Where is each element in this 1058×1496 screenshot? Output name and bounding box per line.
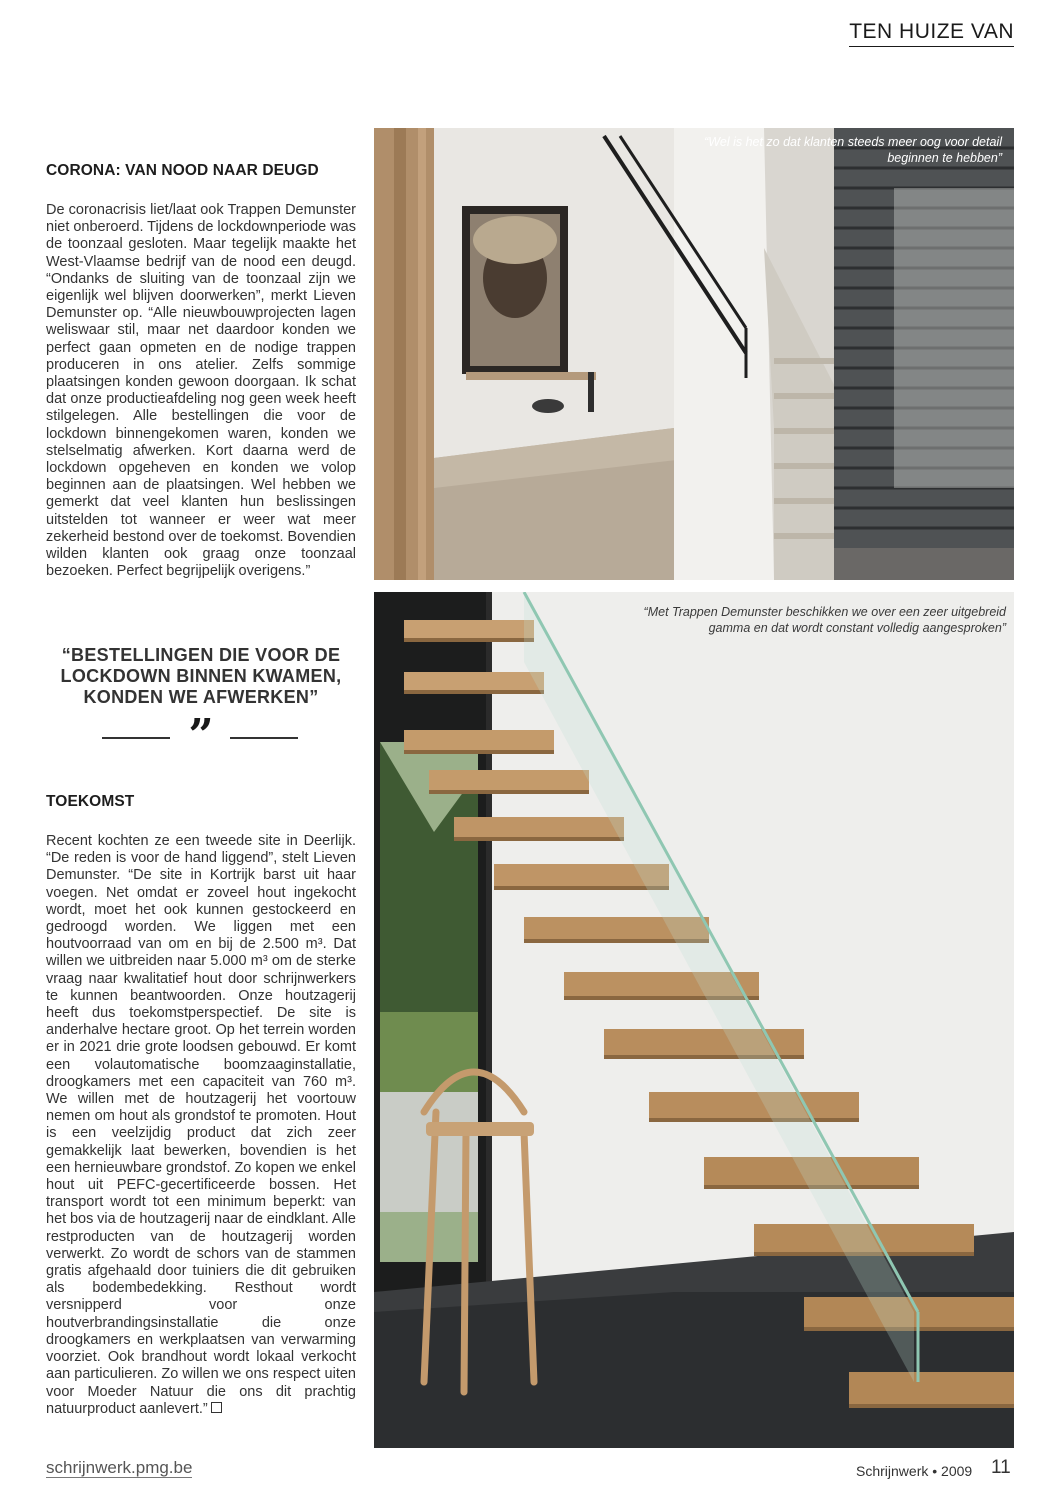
page-number: 11	[991, 1457, 1011, 1478]
section-body-container	[46, 833, 356, 1418]
photo-staircase-floating	[374, 592, 1014, 1448]
end-mark-icon	[211, 1402, 222, 1413]
section-heading: TOEKOMST	[46, 793, 135, 810]
photo-staircase-concrete	[374, 128, 1014, 580]
footer-magazine-issue: Schrijnwerk • 2009	[856, 1463, 973, 1479]
divider-line-left	[102, 737, 170, 739]
quote-mark-icon: ”	[188, 710, 214, 761]
pull-quote: “BESTELLINGEN DIE VOOR DE LOCKDOWN BINNEN KWAMEN, KONDEN WE AFWERKEN”	[60, 645, 342, 707]
section-tag: TEN HUIZE VAN	[849, 20, 1014, 47]
section-body: Recent kochten ze een tweede site in Deerlijk. “De reden is voor de hand liggend”, stelt Lieven Demunster. “De site in Kortrijk barst uit haar voegen. Net omdat er zoveel hout ingekocht wordt, moet het ook kunnen gestockeerd en gedroogd worden. We liggen met een houtvoorraad van om en bij de 2.500 m³. Dat willen we uitbreiden naar 5.000 m³ om de sterke vraag naar kwalitatief hout door schrijnwerkers te kunnen beantwoorden. Onze houtzagerij heeft dus toekomstperspectief. De site is anderhalve hectare groot. Op het terrein worden er in 2021 drie grote loodsen gebouwd. Er komt een volautomatische boomzaaginstallatie, droogkamers met een capaciteit van 760 m³. We willen met de houtzagerij het voortouw nemen om hout als grondstof te promoten. Hout is een veelzijdig product dat zich zeer gemakkelijk laat bewerken, bovendien is het een hernieuwbare grondstof. Zo kopen we enkel hout uit PEFC-gecertificeerde bossen. Het transport wordt tot een minimum beperkt: van het bos via de houtzagerij naar de eindklant. Alle restproducten van de houtzagerij worden verwerkt. Zo wordt de schors van de stammen gratis afgehaald door tuiniers die dit gebruiken als bodembedekking. Resthout wordt versnipperd voor onze houtverbrandingsinstallatie die onze droogkamers en werkplaatsen van verwarming voorziet. Ook brandhout wordt lokaal verkocht aan particulieren. Zo willen we ons respect uiten voor Moeder Natuur die ons dit prachtig natuurproduct aanlevert.”	[46, 833, 356, 1417]
photo-caption-top: “Wel is het zo dat klanten steeds meer oog voor detail beginnen te hebben”	[704, 135, 1002, 165]
article-section-corona	[46, 162, 356, 580]
photo-caption-bottom: “Met Trappen Demunster beschikken we over een zeer uitgebreid gamma en dat wordt constant volledig aangesproken”	[643, 605, 1006, 635]
section-heading: CORONA: VAN NOOD NAAR DEUGD	[46, 162, 319, 179]
divider-line-right	[230, 737, 298, 739]
article-section-toekomst	[46, 793, 356, 1418]
quote-divider	[102, 710, 298, 761]
footer-website-link[interactable]: schrijnwerk.pmg.be	[46, 1458, 193, 1477]
section-body: De coronacrisis liet/laat ook Trappen Demunster niet onberoerd. Tijdens de lockdownperiode was de toonzaal gesloten. Maar tegelijk maakte het West-Vlaamse bedrijf van de nood een deugd. “Ondanks de sluiting van de toonzaal zijn we eigenlijk wel blijven doorwerken”, merkt Lieven Demunster op. “Alle nieuwbouwprojecten lagen weliswaar stil, maar net daardoor konden we perfect gaan opmeten en de nodige trappen produceren in ons atelier. Zelfs sommige plaatsingen konden gewoon doorgaan. Ik schat dat onze productieafdeling nog geen week heeft stilgelegen. Alle bestellingen die voor de lockdown binnengekomen waren, konden we stelselmatig afwerken. Kort daarna werd de lockdown opgeheven en konden we volop beginnen aan de plaatsingen. Wel hebben we gemerkt dat veel klanten hun beslissingen uitstelden tot wanneer er weer wat meer zekerheid bestond over de toekomst. Bovendien wilden klanten ook graag onze toonzaal bezoeken. Perfect begrijpelijk overigens.”	[46, 202, 356, 580]
